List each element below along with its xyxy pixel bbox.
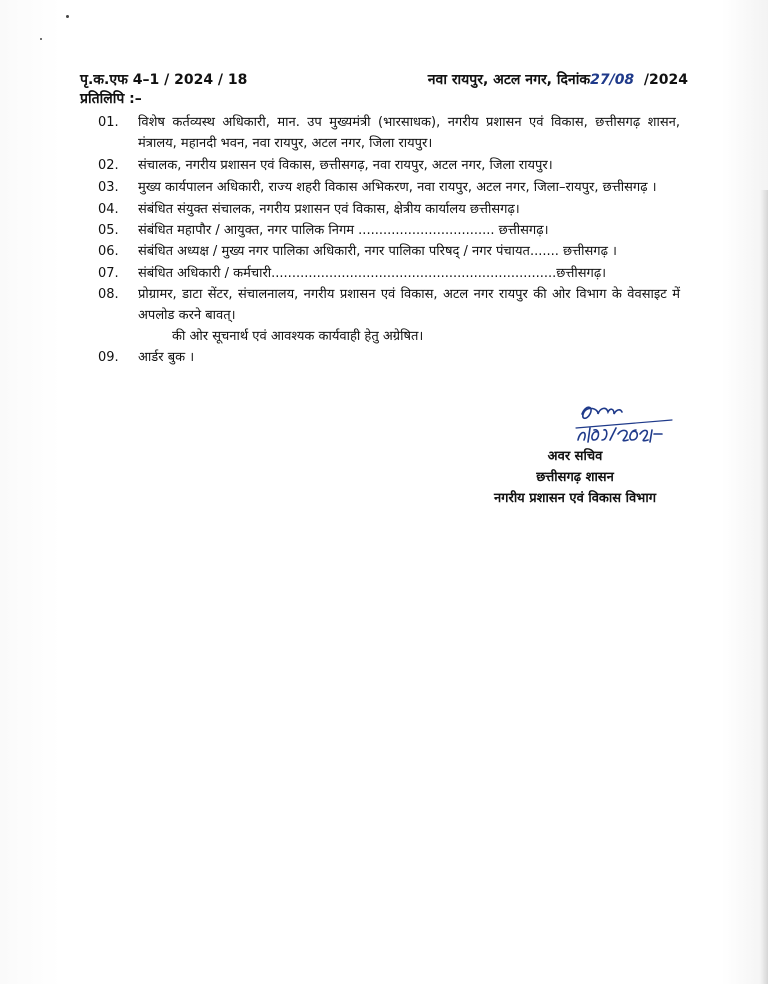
item-number: 02. <box>98 158 119 173</box>
item-number: 09. <box>98 350 119 365</box>
list-item <box>80 112 680 154</box>
place-date-prefix: नवा रायपुर, अटल नगर, दिनांक <box>427 72 591 88</box>
item-text: संबंधित महापौर / आयुक्त, नगर पालिक निगम ................................. छत्तीसगढ़। <box>138 223 549 238</box>
item-text: मुख्य कार्यपालन अधिकारी, राज्य शहरी विकास अभिकरण, नवा रायपुर, अटल नगर, जिला–रायपुर, छत्तीसगढ़ । <box>138 180 657 195</box>
item-text: प्रोग्रामर, डाटा सेंटर, संचालनालय, नगरीय प्रशासन एवं विकास, अटल नगर रायपुर की ओर विभाग के वेवसाइट में अपलोड करने बावत्। <box>138 287 680 323</box>
list-item <box>80 284 680 326</box>
signatory-department: नगरीय प्रशासन एवं विकास विभाग <box>493 491 657 506</box>
list-item <box>80 199 680 220</box>
forward-note: की ओर सूचनार्थ एवं आवश्यक कार्यवाही हेतु अग्रेषित। <box>172 329 424 344</box>
item-number: 08. <box>98 287 119 302</box>
item-text: आर्डर बुक । <box>138 350 195 365</box>
place-and-date <box>428 71 688 89</box>
item-text: संबंधित अध्यक्ष / मुख्य नगर पालिका अधिकारी, नगर पालिका परिषद् / नगर पंचायत....... छत्तीसगढ़ । <box>138 244 617 259</box>
handwritten-signature <box>568 400 678 450</box>
list-item <box>80 177 680 198</box>
list-item <box>80 155 680 176</box>
item-text: संबंधित संयुक्त संचालक, नगरीय प्रशासन एवं विकास, क्षेत्रीय कार्यालय छत्तीसगढ़। <box>138 202 520 217</box>
date-month: 08 <box>614 72 635 88</box>
reference-number: पृ.क.एफ 4–1 / 2024 / 18 <box>80 72 248 88</box>
copy-to-label: प्रतिलिपि :– <box>80 91 142 107</box>
item-text: विशेष कर्तव्यस्थ अधिकारी, मान. उप मुख्यमंत्री (भारसाधक), नगरीय प्रशासन एवं विकास, छत्तीसगढ़ शासन, मंत्रालय, महानदी भवन, नवा रायपुर, अटल नगर, जिला रायपुर। <box>138 115 680 151</box>
copy-to-list <box>80 112 680 368</box>
item-text: संचालक, नगरीय प्रशासन एवं विकास, छत्तीसगढ़, नवा रायपुर, अटल नगर, जिला रायपुर। <box>138 158 553 173</box>
list-item <box>80 347 680 368</box>
signature-block <box>460 446 690 509</box>
signatory-designation: अवर सचिव <box>547 449 603 464</box>
date-year: /2024 <box>643 72 688 88</box>
scan-speck <box>66 15 69 18</box>
item-number: 06. <box>98 244 119 259</box>
date-day: 27 <box>590 72 610 88</box>
scan-speck <box>40 38 42 40</box>
signatory-government: छत्तीसगढ़ शासन <box>536 470 614 485</box>
item-number: 03. <box>98 180 119 195</box>
item-number: 07. <box>98 266 119 281</box>
list-item <box>80 241 680 262</box>
date-separator: / <box>609 72 615 88</box>
list-item <box>80 263 680 284</box>
item-number: 01. <box>98 115 119 130</box>
page-edge-shadow <box>760 190 768 984</box>
item-number: 05. <box>98 223 119 238</box>
list-item <box>80 220 680 241</box>
item-number: 04. <box>98 202 119 217</box>
item-text: संबंधित अधिकारी / कर्मचारी.....................................................................छत्तीसगढ़। <box>138 266 607 281</box>
